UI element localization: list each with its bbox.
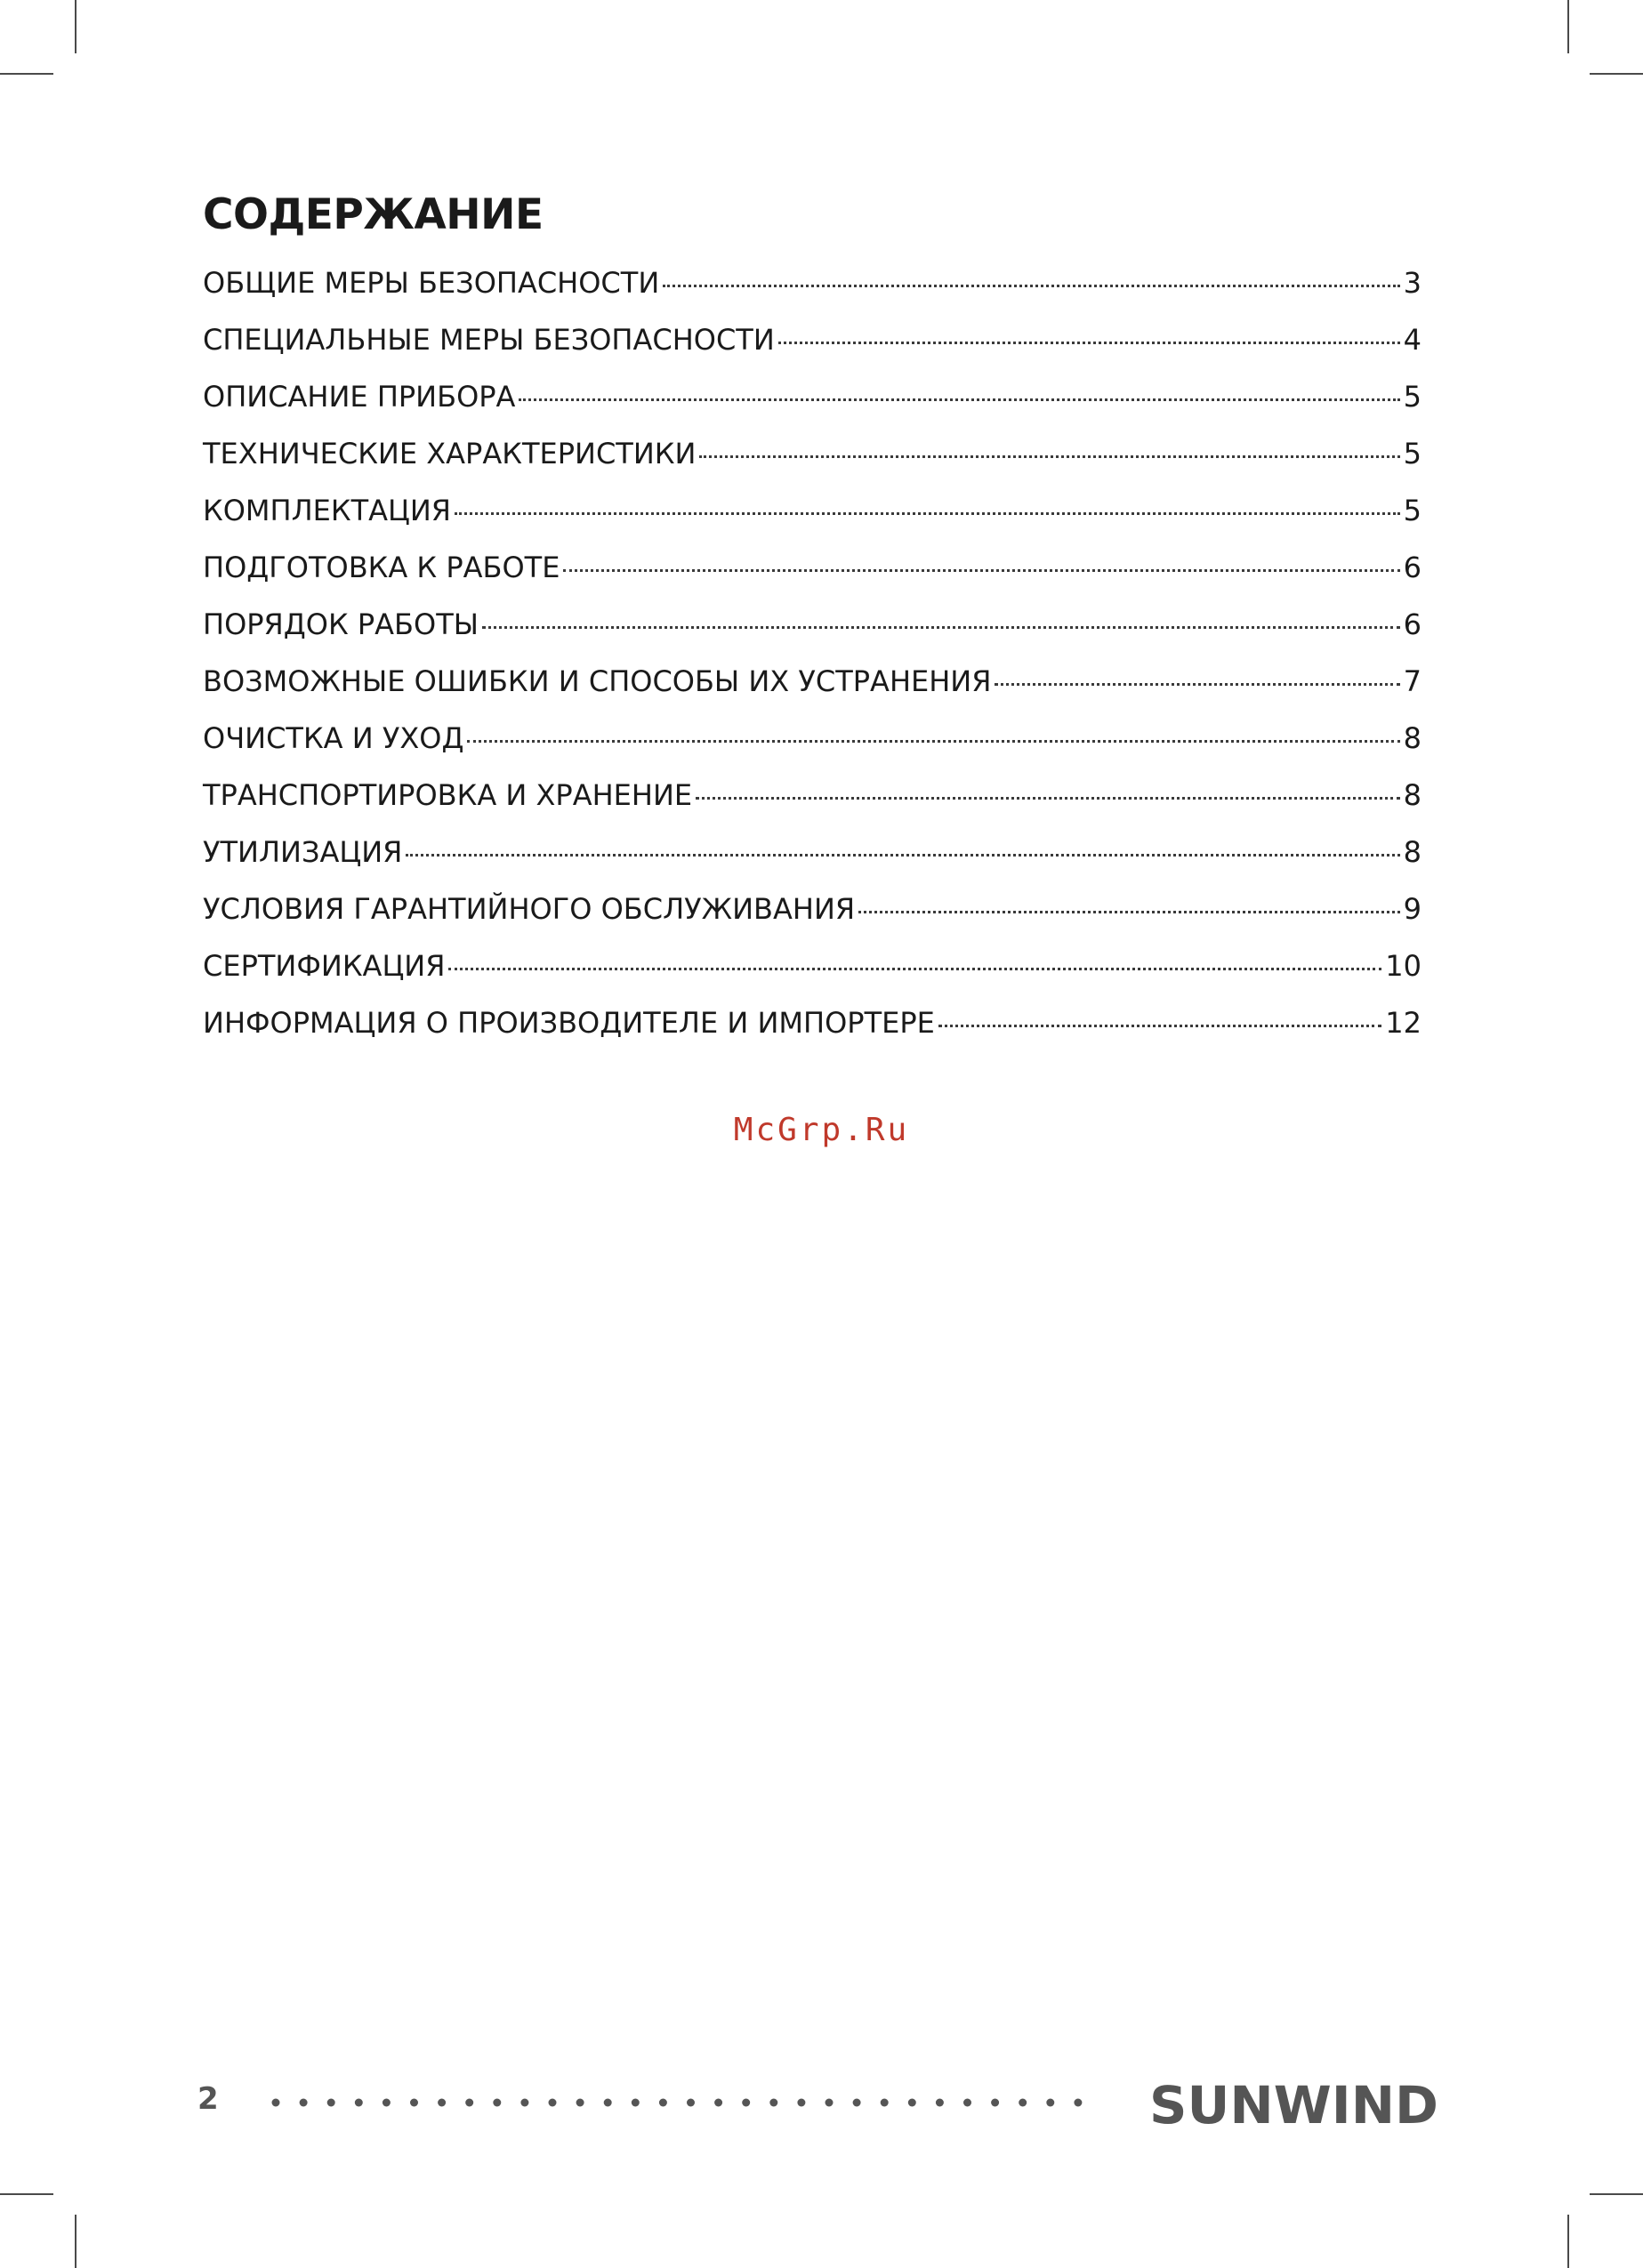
footer-dot [826,2099,834,2107]
toc-dot-leader [778,342,1400,344]
footer-dot [797,2099,805,2107]
footer-dot [1046,2099,1054,2107]
toc-entry-label: ОБЩИЕ МЕРЫ БЕЗОПАСНОСТИ [203,266,660,300]
toc-entry-page: 7 [1403,664,1422,698]
toc-entry-label: УТИЛИЗАЦИЯ [203,835,403,869]
footer-dot [300,2099,308,2107]
crop-mark-bottom-left-vertical [75,2215,77,2268]
brand-logo [1149,2072,1443,2135]
toc-entry-page: 8 [1403,835,1422,869]
toc-entry [203,548,1422,605]
watermark-text: McGrp.Ru [733,1112,910,1148]
toc-entry [203,776,1422,832]
footer-dot [714,2099,722,2107]
crop-mark-top-left-horizontal [0,73,53,75]
toc-entry-label: ТРАНСПОРТИРОВКА И ХРАНЕНИЕ [203,778,693,812]
toc-entry-page: 5 [1403,380,1422,414]
toc-entry-page: 3 [1403,266,1422,300]
brand-logo-text: SUNWIND [1149,2075,1438,2135]
crop-mark-top-right-horizontal [1590,73,1643,75]
toc-entry [203,320,1422,377]
crop-mark-bottom-right-vertical [1567,2215,1569,2268]
toc-entry-page: 5 [1403,437,1422,470]
footer-dot [687,2099,695,2107]
footer-dot-leader [269,2072,1301,2135]
toc-dot-leader [663,285,1399,287]
toc-entry-label: ИНФОРМАЦИЯ О ПРОИЗВОДИТЕЛЕ И ИМПОРТЕРЕ [203,1006,935,1040]
toc-entry [203,662,1422,719]
toc-entry-label: КОМПЛЕКТАЦИЯ [203,494,452,527]
toc-entry-label: ТЕХНИЧЕСКИЕ ХАРАКТЕРИСТИКИ [203,437,697,470]
footer-dot [383,2099,391,2107]
toc-entry [203,263,1422,320]
toc-entry [203,946,1422,1003]
crop-mark-bottom-left-horizontal [0,2193,53,2195]
footer-dot [355,2099,363,2107]
footer-dot [465,2099,473,2107]
toc-entry-label: СПЕЦИАЛЬНЫЕ МЕРЫ БЕЗОПАСНОСТИ [203,323,775,357]
footer-dot [272,2099,280,2107]
toc-title: СОДЕРЖАНИЕ [203,190,544,239]
footer-dot [963,2099,971,2107]
toc-entry-page: 6 [1403,607,1422,641]
toc-dot-leader [699,455,1399,458]
toc-entry-page: 8 [1403,778,1422,812]
page-footer [197,2072,1443,2135]
toc-entry-page: 9 [1403,892,1422,926]
toc-entry [203,434,1422,491]
crop-mark-top-right-vertical [1567,0,1569,53]
toc-entry-page: 5 [1403,494,1422,527]
toc-entry-label: ВОЗМОЖНЫЕ ОШИБКИ И СПОСОБЫ ИХ УСТРАНЕНИЯ [203,664,992,698]
crop-mark-bottom-right-horizontal [1590,2193,1643,2195]
footer-dot [327,2099,335,2107]
toc-dot-leader [455,512,1400,515]
toc-entry [203,605,1422,662]
toc-entry-label: СЕРТИФИКАЦИЯ [203,949,446,983]
footer-dot [1019,2099,1027,2107]
toc-entry-page: 8 [1403,721,1422,755]
footer-dot [853,2099,861,2107]
toc-entry [203,491,1422,548]
toc-dot-leader [519,398,1399,401]
toc-entry-label: ОЧИСТКА И УХОД [203,721,464,755]
toc-entry [203,1003,1422,1060]
toc-dot-leader [696,797,1400,800]
toc-dot-leader [563,569,1399,572]
page-number: 2 [197,2081,219,2117]
footer-dot [742,2099,750,2107]
toc-entry-page: 4 [1403,323,1422,357]
toc-entry-label: ПОРЯДОК РАБОТЫ [203,607,479,641]
footer-dot [1074,2099,1082,2107]
toc-entry-label: УСЛОВИЯ ГАРАНТИЙНОГО ОБСЛУЖИВАНИЯ [203,892,856,926]
crop-mark-top-left-vertical [75,0,77,53]
toc-dot-leader [938,1025,1381,1027]
footer-dot [493,2099,501,2107]
footer-dot [908,2099,916,2107]
toc-entry-page: 6 [1403,551,1422,584]
toc-dot-leader [406,854,1399,857]
toc-dot-leader [467,740,1399,743]
toc-dot-leader [482,626,1400,629]
footer-dot [991,2099,999,2107]
toc-entry-label: ОПИСАНИЕ ПРИБОРА [203,380,516,414]
footer-dot [604,2099,612,2107]
toc-entry-label: ПОДГОТОВКА К РАБОТЕ [203,551,560,584]
footer-dot [549,2099,557,2107]
footer-dot [632,2099,640,2107]
toc-dot-leader [448,968,1381,970]
toc-list [203,263,1422,1060]
footer-dot [410,2099,418,2107]
footer-dot [936,2099,944,2107]
toc-dot-leader [858,911,1400,913]
toc-entry [203,377,1422,434]
footer-dot [659,2099,667,2107]
footer-dot [576,2099,584,2107]
footer-dot [881,2099,889,2107]
footer-dot [438,2099,446,2107]
footer-dot [520,2099,528,2107]
toc-entry [203,832,1422,889]
toc-entry-page: 10 [1385,949,1422,983]
toc-entry [203,719,1422,776]
toc-dot-leader [995,683,1399,686]
footer-dot [769,2099,777,2107]
toc-entry [203,889,1422,946]
toc-entry-page: 12 [1385,1006,1422,1040]
